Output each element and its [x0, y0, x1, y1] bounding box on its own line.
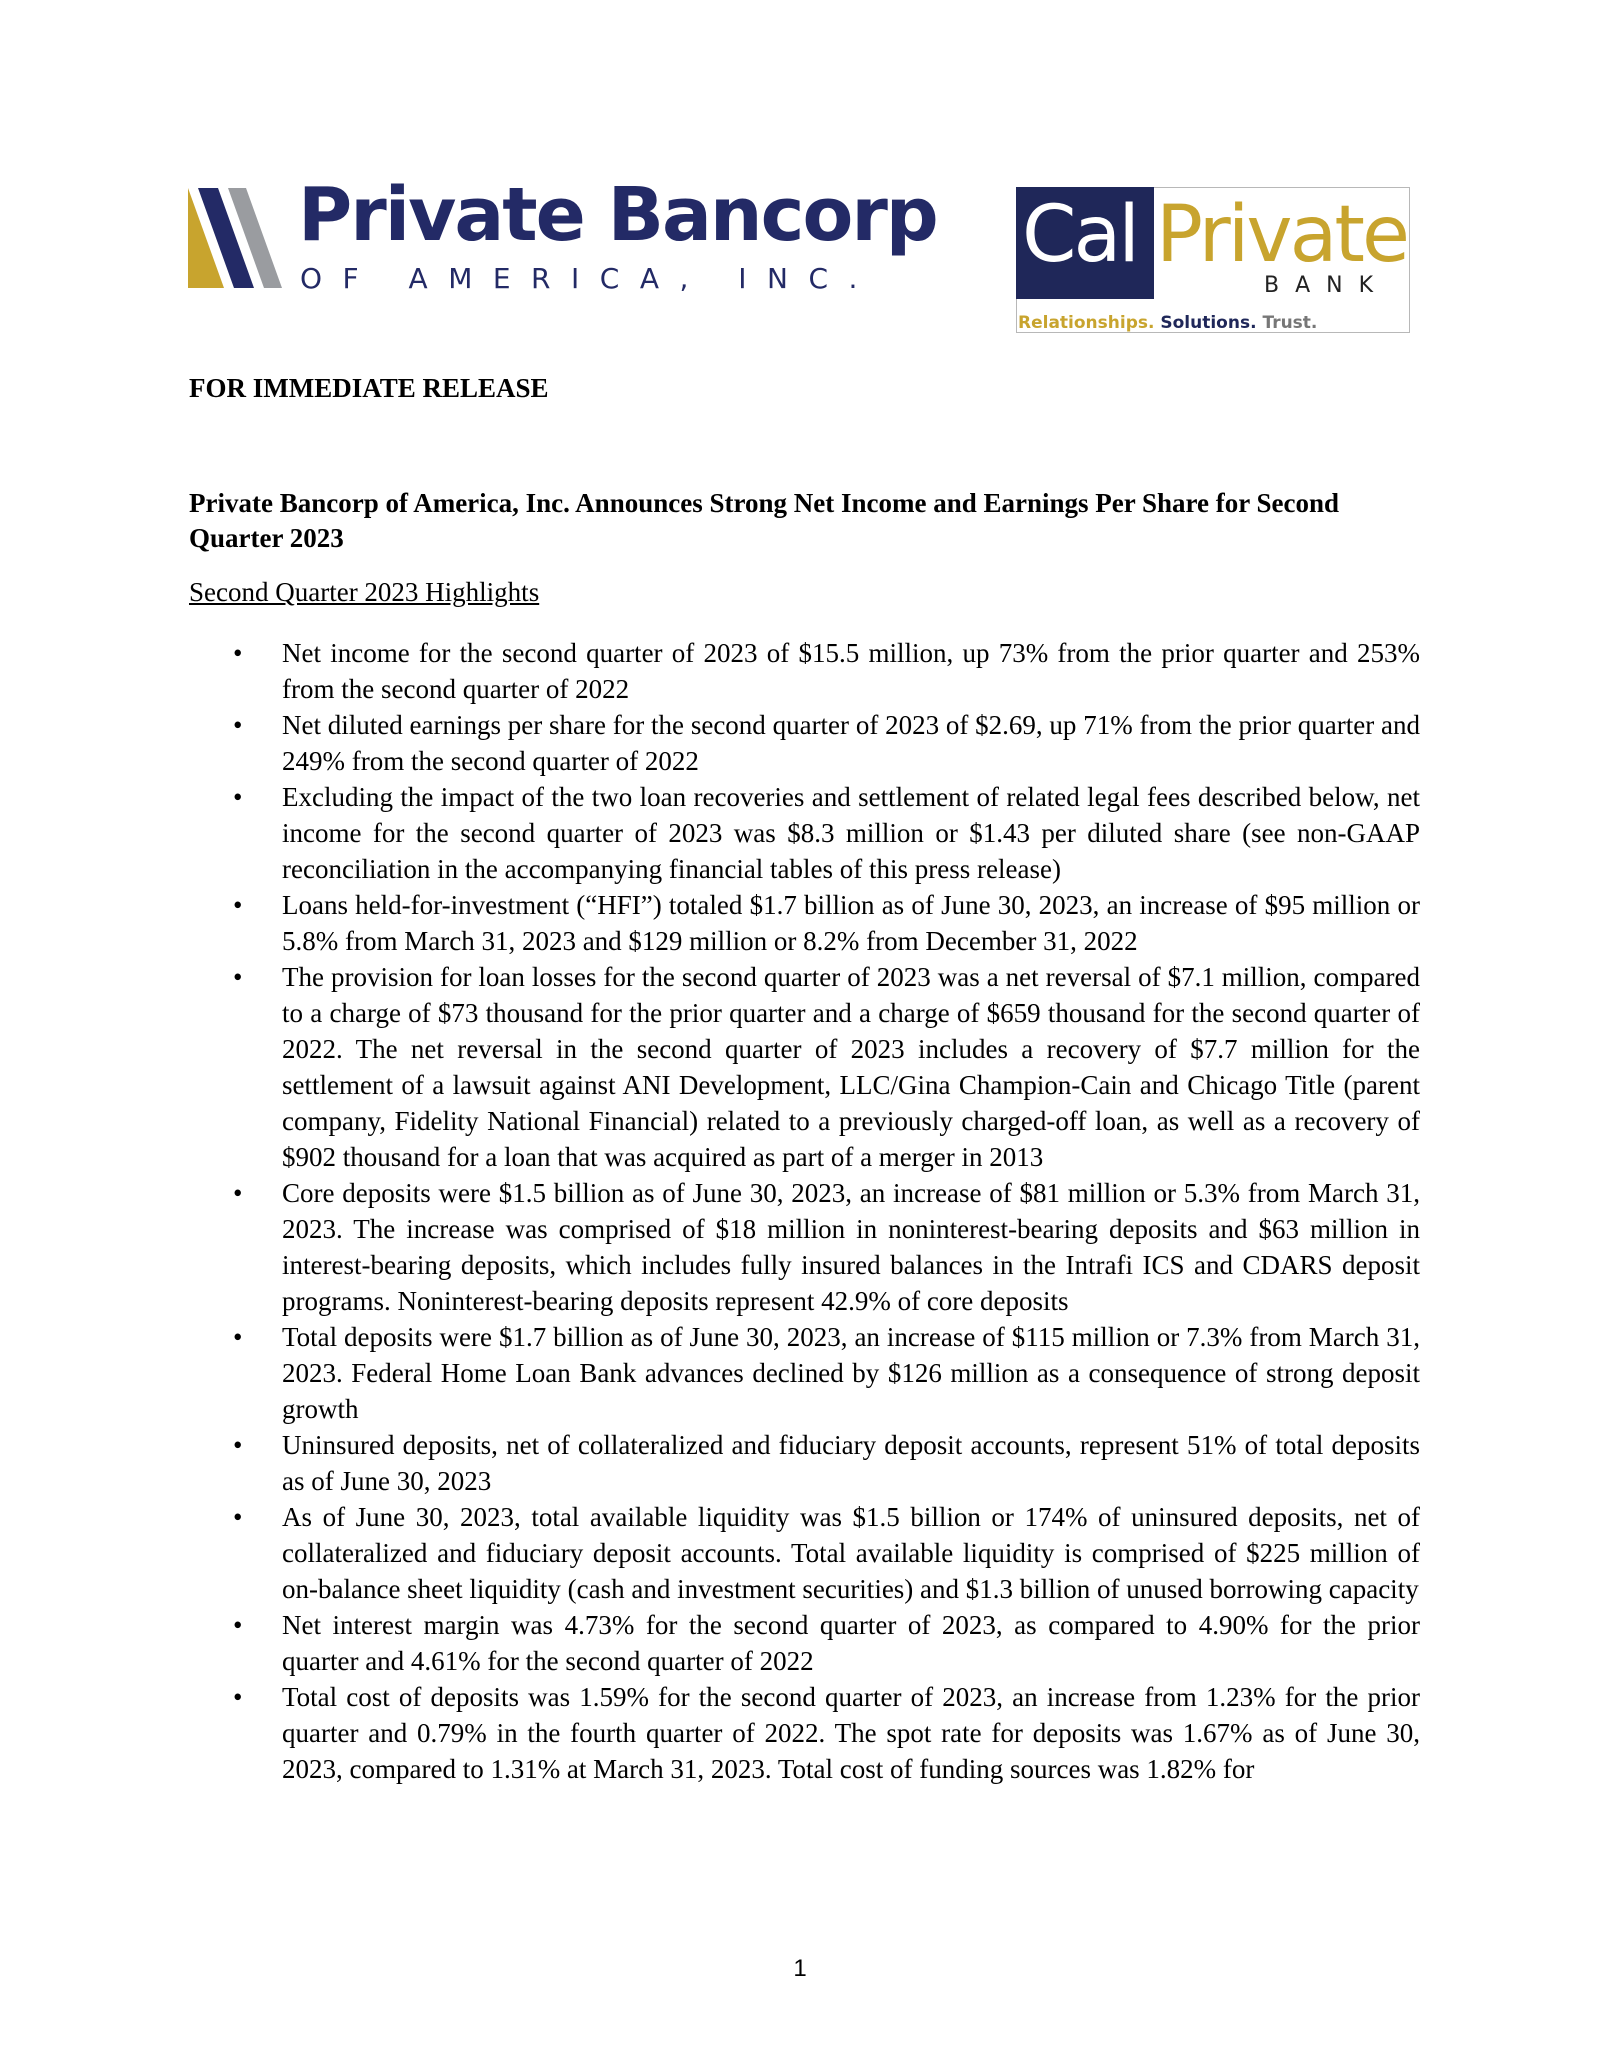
headline: Private Bancorp of America, Inc. Announces Strong Net Income and Earnings Per Share for Second Quarter 2023	[189, 488, 1339, 553]
list-item: • As of June 30, 2023, total available liquidity was $1.5 billion or 174% of uninsured deposits, net of collateralized and fiduciary deposit accounts. Total available liquidity is comprised of $225 million of on-balance sheet liquidity (cash and investment securities) and $1.3 billion of unused borrowing capacity	[189, 1499, 1420, 1607]
bancorp-stripes-icon	[188, 188, 288, 288]
list-item: • Net diluted earnings per share for the second quarter of 2023 of $2.69, up 71% from the prior quarter and 249% from the second quarter of 2022	[189, 707, 1420, 779]
logo-name: Private Bancorp	[298, 172, 937, 258]
tagline-solutions: Solutions.	[1160, 313, 1257, 333]
logo-tagline	[1018, 315, 1317, 332]
list-item: • Net income for the second quarter of 2023 of $15.5 million, up 73% from the prior quarter and 253% from the second quarter of 2022	[189, 635, 1420, 707]
section-title: Second Quarter 2023 Highlights	[189, 577, 540, 607]
list-item: • Total deposits were $1.7 billion as of June 30, 2023, an increase of $115 million or 7.3% from March 31, 2023. Federal Home Loan Bank advances declined by $126 million as a consequence of strong deposit growth	[189, 1319, 1420, 1427]
list-item: • Total cost of deposits was 1.59% for the second quarter of 2023, an increase from 1.23% for the prior quarter and 0.79% in the fourth quarter of 2022. The spot rate for deposits was 1.67% as of June 30, 2023, compared to 1.31% at March 31, 2023. Total cost of funding sources was 1.82% for	[189, 1679, 1420, 1787]
logo-private-text: Private	[1156, 190, 1407, 280]
private-bancorp-logo	[188, 172, 937, 295]
list-item: • Net interest margin was 4.73% for the second quarter of 2023, as compared to 4.90% for the prior quarter and 4.61% for the second quarter of 2022	[189, 1607, 1420, 1679]
list-item: • Loans held-for-investment (“HFI”) totaled $1.7 billion as of June 30, 2023, an increase of $95 million or 5.8% from March 31, 2023 and $129 million or 8.2% from December 31, 2022	[189, 887, 1420, 959]
list-item: • Excluding the impact of the two loan recoveries and settlement of related legal fees described below, net income for the second quarter of 2023 was $8.3 million or $1.43 per diluted share (see non-GAAP reconciliation in the accompanying financial tables of this press release)	[189, 779, 1420, 887]
logo-bank-text: BANK	[1264, 273, 1390, 298]
list-item: • The provision for loan losses for the second quarter of 2023 was a net reversal of $7.1 million, compared to a charge of $73 thousand for the prior quarter and a charge of $659 thousand for the second quarter of 2022. The net reversal in the second quarter of 2023 includes a recovery of $7.7 million for the settlement of a lawsuit against ANI Development, LLC/Gina Champion-Cain and Chicago Title (parent company, Fidelity National Financial) related to a previously charged-off loan, as well as a recovery of $902 thousand for a loan that was acquired as part of a merger in 2013	[189, 959, 1420, 1175]
tagline-trust: Trust.	[1262, 313, 1318, 333]
highlights-list	[189, 635, 1420, 1787]
list-item: • Core deposits were $1.5 billion as of June 30, 2023, an increase of $81 million or 5.3% from March 31, 2023. The increase was comprised of $18 million in noninterest-bearing deposits and $63 million in interest-bearing deposits, which includes fully insured balances in the Intrafi ICS and CDARS deposit programs. Noninterest-bearing deposits represent 42.9% of core deposits	[189, 1175, 1420, 1319]
calprivate-bank-logo	[1016, 187, 1411, 335]
logo-subtitle: OF AMERICA, INC.	[300, 262, 878, 295]
tagline-relationships: Relationships.	[1018, 313, 1155, 333]
logo-cal-text: Cal	[1022, 190, 1137, 280]
page-number: 1	[793, 1955, 807, 1982]
list-item: • Uninsured deposits, net of collateralized and fiduciary deposit accounts, represent 51% of total deposits as of June 30, 2023	[189, 1427, 1420, 1499]
release-label: FOR IMMEDIATE RELEASE	[189, 373, 549, 403]
